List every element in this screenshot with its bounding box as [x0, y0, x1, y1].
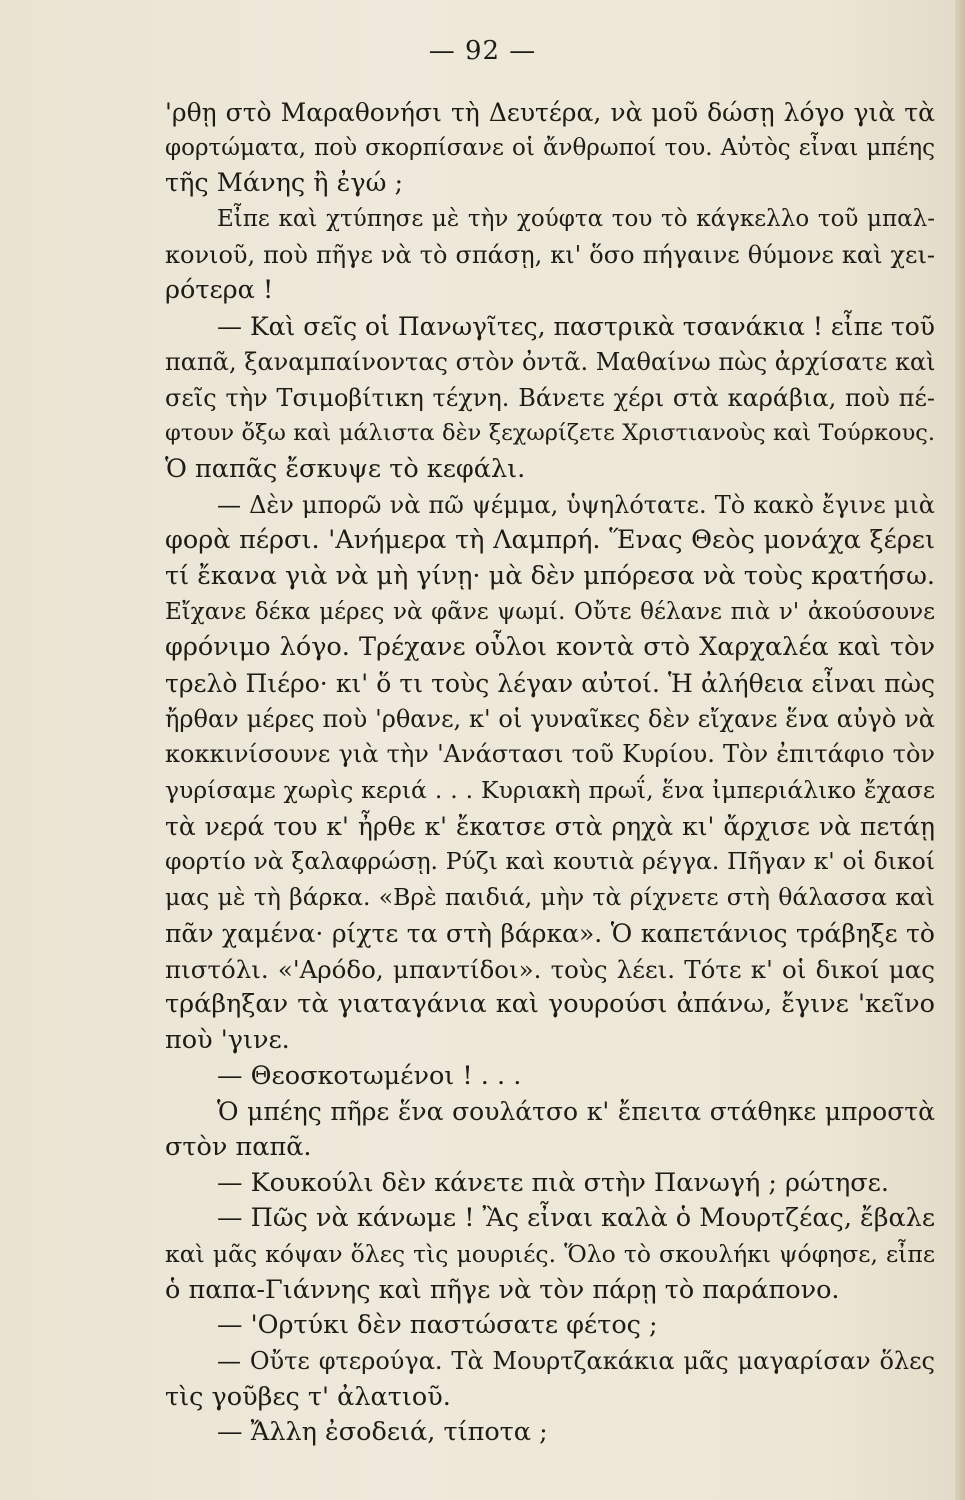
- text-line: ρότερα !: [165, 275, 274, 306]
- text-line: 'ρθῃ στὸ Μαραθονήσι τὴ Δευτέρα, νὰ μοῦ δώσῃ λόγο γιὰ τὰ: [165, 98, 935, 127]
- text-line: — Κουκούλι δὲν κάνετε πιὰ στὴν Πανωγή ; ρώτησε.: [217, 1167, 889, 1198]
- text-line: φορτίο νὰ ξαλαφρώσῃ. Ρύζι καὶ κουτιὰ ρέγγα. Πῆγαν κ' οἱ δικοί: [165, 847, 935, 876]
- text-line: — Θεοσκοτωμένοι ! . . .: [217, 1060, 522, 1091]
- text-line: — Πῶς νὰ κάνωμε ! Ἂς εἶναι καλὰ ὁ Μουρτζέας, ἔβαλε: [217, 1203, 936, 1234]
- text-line: φρόνιμο λόγο. Τρέχανε οὗλοι κοντὰ στὸ Χαρχαλέα καὶ τὸν: [165, 632, 935, 663]
- text-line: καὶ μᾶς κόψαν ὅλες τὶς μουριές. Ὅλο τὸ σκουλήκι ψόφησε, εἶπε: [165, 1240, 935, 1268]
- text-line: τῆς Μάνης ἢ ἐγώ ;: [165, 168, 404, 199]
- text-line: κοκκινίσουνε γιὰ τὴν 'Ανάστασι τοῦ Κυρίου. Τὸν ἐπιτάφιο τὸν: [165, 740, 935, 769]
- text-line: — Καὶ σεῖς οἱ Πανωγῖτες, παστρικὰ τσανάκια ! εἶπε τοῦ: [217, 312, 935, 342]
- text-line: φορτώματα, ποὺ σκορπίσανε οἱ ἄνθρωποί του. Αὐτὸς εἶναι μπέης: [165, 134, 935, 161]
- text-line: — Δὲν μπορῶ νὰ πῶ ψέμμα, ὑψηλότατε. Τὸ κακὸ ἔγινε μιὰ: [217, 490, 935, 519]
- text-line: Εἴχανε δέκα μέρες νὰ φᾶνε ψωμί. Οὔτε θέλανε πιὰ ν' ἀκούσουνε: [165, 598, 935, 625]
- text-line: κονιοῦ, ποὺ πῆγε νὰ τὸ σπάσῃ, κι' ὅσο πήγαινε θύμονε καὶ χει-: [165, 240, 935, 269]
- page-edge-shadow: [955, 0, 965, 1500]
- text-line: τί ἔκανα γιὰ νὰ μὴ γίνῃ· μὰ δὲν μπόρεσα νὰ τοὺς κρατήσω.: [165, 560, 935, 591]
- text-line: τράβηξαν τὰ γιαταγάνια καὶ γουρούσι ἀπάνω, ἔγινε 'κεῖνο: [165, 989, 935, 1020]
- text-line: Ὁ μπέης πῆρε ἕνα σουλάτσο κ' ἔπειτα στάθηκε μπροστὰ: [217, 1097, 935, 1127]
- text-line: — 'Ορτύκι δὲν παστώσατε φέτος ;: [217, 1310, 658, 1341]
- text-line: ἤρθαν μέρες ποὺ 'ρθανε, κ' οἱ γυναῖκες δὲν εἴχανε ἕνα αὐγὸ νὰ: [165, 704, 935, 733]
- text-line: φορὰ πέρσι. 'Ανήμερα τὴ Λαμπρή. Ἕνας Θεὸς μονάχα ξέρει: [165, 525, 935, 556]
- text-line: — Οὔτε φτερούγα. Τὰ Μουρτζακάκια μᾶς μαγαρίσαν ὅλες: [217, 1347, 935, 1376]
- text-line: γυρίσαμε χωρὶς κεριά . . . Κυριακὴ πρωΐ, ἕνα ἰμπεριάλικο ἔχασε: [165, 776, 935, 805]
- text-line: σεῖς τὴν Τσιμοβίτικη τέχνη. Βάνετε χέρι στὰ καράβια, ποὺ πέ-: [165, 383, 935, 412]
- text-line: στὸν παπᾶ.: [165, 1131, 312, 1162]
- body-text: [165, 95, 935, 1451]
- text-line: Εἶπε καὶ χτύπησε μὲ τὴν χούφτα του τὸ κάγκελλο τοῦ μπαλ-: [217, 206, 935, 233]
- text-line: τὰ νερά του κ' ἦρθε κ' ἔκατσε στὰ ρηχὰ κι' ἄρχισε νὰ πετάῃ: [165, 811, 935, 841]
- text-line: πιστόλι. «'Αρόδο, μπαντίδοι». τοὺς λέει. Τότε κ' οἱ δικοί μας: [165, 954, 935, 984]
- text-line: παπᾶ, ξαναμπαίνοντας στὸν ὀντᾶ. Μαθαίνω πὼς ἀρχίσατε καὶ: [165, 347, 936, 376]
- text-line: φτουν ὄξω καὶ μάλιστα δὲν ξεχωρίζετε Χριστιανοὺς καὶ Τούρκους.: [165, 420, 935, 447]
- page-number: — 92 —: [428, 36, 537, 66]
- text-line: Ὁ παπᾶς ἔσκυψε τὸ κεφάλι.: [165, 453, 526, 484]
- text-line: ὁ παπα-Γιάννης καὶ πῆγε νὰ τὸν πάρῃ τὸ παράπονο.: [165, 1274, 840, 1305]
- text-line: πᾶν χαμένα· ρίχτε τα στὴ βάρκα». Ὁ καπετάνιος τράβηξε τὸ: [165, 918, 935, 948]
- text-line: τρελὸ Πιέρο· κι' ὅ τι τοὺς λέγαν αὐτοί. Ἡ ἀλήθεια εἶναι πὼς: [165, 669, 935, 698]
- text-line: — Ἄλλη ἐσοδειά, τίποτα ;: [217, 1417, 548, 1448]
- text-line: ποὺ 'γινε.: [165, 1024, 290, 1055]
- text-line: τὶς γοῦβες τ' ἀλατιοῦ.: [165, 1381, 451, 1412]
- text-line: μας μὲ τὴ βάρκα. «Βρὲ παιδιά, μὴν τὰ ρίχνετε στὴ θάλασσα καὶ: [165, 883, 935, 912]
